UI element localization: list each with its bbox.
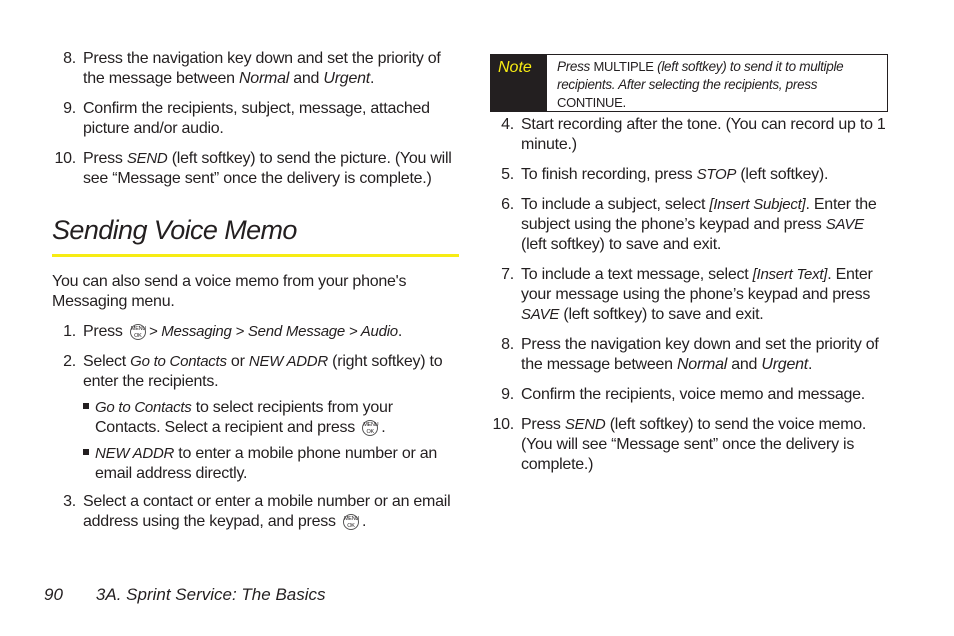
list-item: 2. Select Go to Contacts or NEW ADDR (right softkey) to enter the recipients. Go to Contacts to select recipients from your Contacts. Select a recipient and press MENU OK . NEW ADDR to enter a mobile phone number or an email address directly. [52, 352, 460, 484]
page-footer [44, 585, 326, 605]
list-item: 4. Start recording after the tone. (You can record up to 1 minute.) [490, 115, 890, 155]
step-number: 7. [501, 266, 514, 283]
step-number: 6. [501, 196, 514, 213]
title-underline [52, 254, 459, 257]
list-item: 8. Press the navigation key down and set the priority of the message between Normal and Urgent. [52, 49, 460, 89]
section-title: Sending Voice Memo [52, 215, 297, 245]
right-column [490, 115, 890, 485]
step-number: 4. [501, 116, 514, 133]
menu-ok-key-icon: MENU OK [363, 421, 379, 435]
page-number: 90 [44, 585, 63, 604]
left-column [52, 0, 460, 542]
note-box [490, 54, 888, 112]
bullet-item: Go to Contacts to select recipients from your Contacts. Select a recipient and press MENU OK . [83, 398, 460, 438]
steps-list-top [52, 49, 460, 189]
bullet-square-icon [83, 403, 89, 409]
step-number: 2. [63, 353, 76, 370]
menu-ok-key-icon: MENU OK [343, 515, 360, 529]
list-item: 1. Press MENU OK > Messaging > Send Message > Audio. [52, 322, 460, 342]
list-item: 10. Press SEND (left softkey) to send the picture. (You will see “Message sent” once the delivery is complete.) [52, 149, 460, 189]
note-text: Press MULTIPLE (left softkey) to send it to multiple recipients. After selecting the recipients, press CONTINUE. [557, 59, 844, 110]
steps-list-right [490, 115, 890, 475]
step-number: 8. [63, 50, 76, 67]
list-item: 3. Select a contact or enter a mobile number or an email address using the keypad, and press MENU OK . [52, 492, 460, 532]
step-number: 9. [63, 100, 76, 117]
list-item: 9. Confirm the recipients, subject, message, attached picture and/or audio. [52, 99, 460, 139]
list-item: 5. To finish recording, press STOP (left softkey). [490, 165, 890, 185]
list-item: 7. To include a text message, select [Insert Text]. Enter your message using the phone’s keypad and press SAVE (left softkey) to save and exit. [490, 265, 890, 325]
list-item: 8. Press the navigation key down and set the priority of the message between Normal and Urgent. [490, 335, 890, 375]
list-item: 9. Confirm the recipients, voice memo and message. [490, 385, 890, 405]
section-name: 3A. Sprint Service: The Basics [95, 585, 326, 604]
step-number: 5. [501, 166, 514, 183]
step-number: 10. [492, 416, 514, 433]
bullet-square-icon [83, 449, 89, 455]
step-number: 8. [501, 336, 514, 353]
step-number: 10. [54, 150, 76, 167]
step-number: 9. [501, 386, 514, 403]
list-item: 6. To include a subject, select [Insert Subject]. Enter the subject using the phone’s keypad and press SAVE (left softkey) to save and exit. [490, 195, 890, 255]
intro-paragraph: You can also send a voice memo from your phone's Messaging menu. [52, 273, 407, 310]
menu-path: > Messaging > Send Message > Audio [148, 323, 398, 340]
steps-list-bottom [52, 322, 460, 532]
list-item: 10. Press SEND (left softkey) to send the voice memo. (You will see “Message sent” once the delivery is complete.) [490, 415, 890, 475]
bullet-item: NEW ADDR to enter a mobile phone number or an email address directly. [83, 444, 460, 484]
step-number: 3. [63, 493, 76, 510]
note-label: Note [491, 55, 547, 111]
menu-ok-key-icon: MENU OK [130, 325, 147, 339]
step-number: 1. [63, 323, 76, 340]
